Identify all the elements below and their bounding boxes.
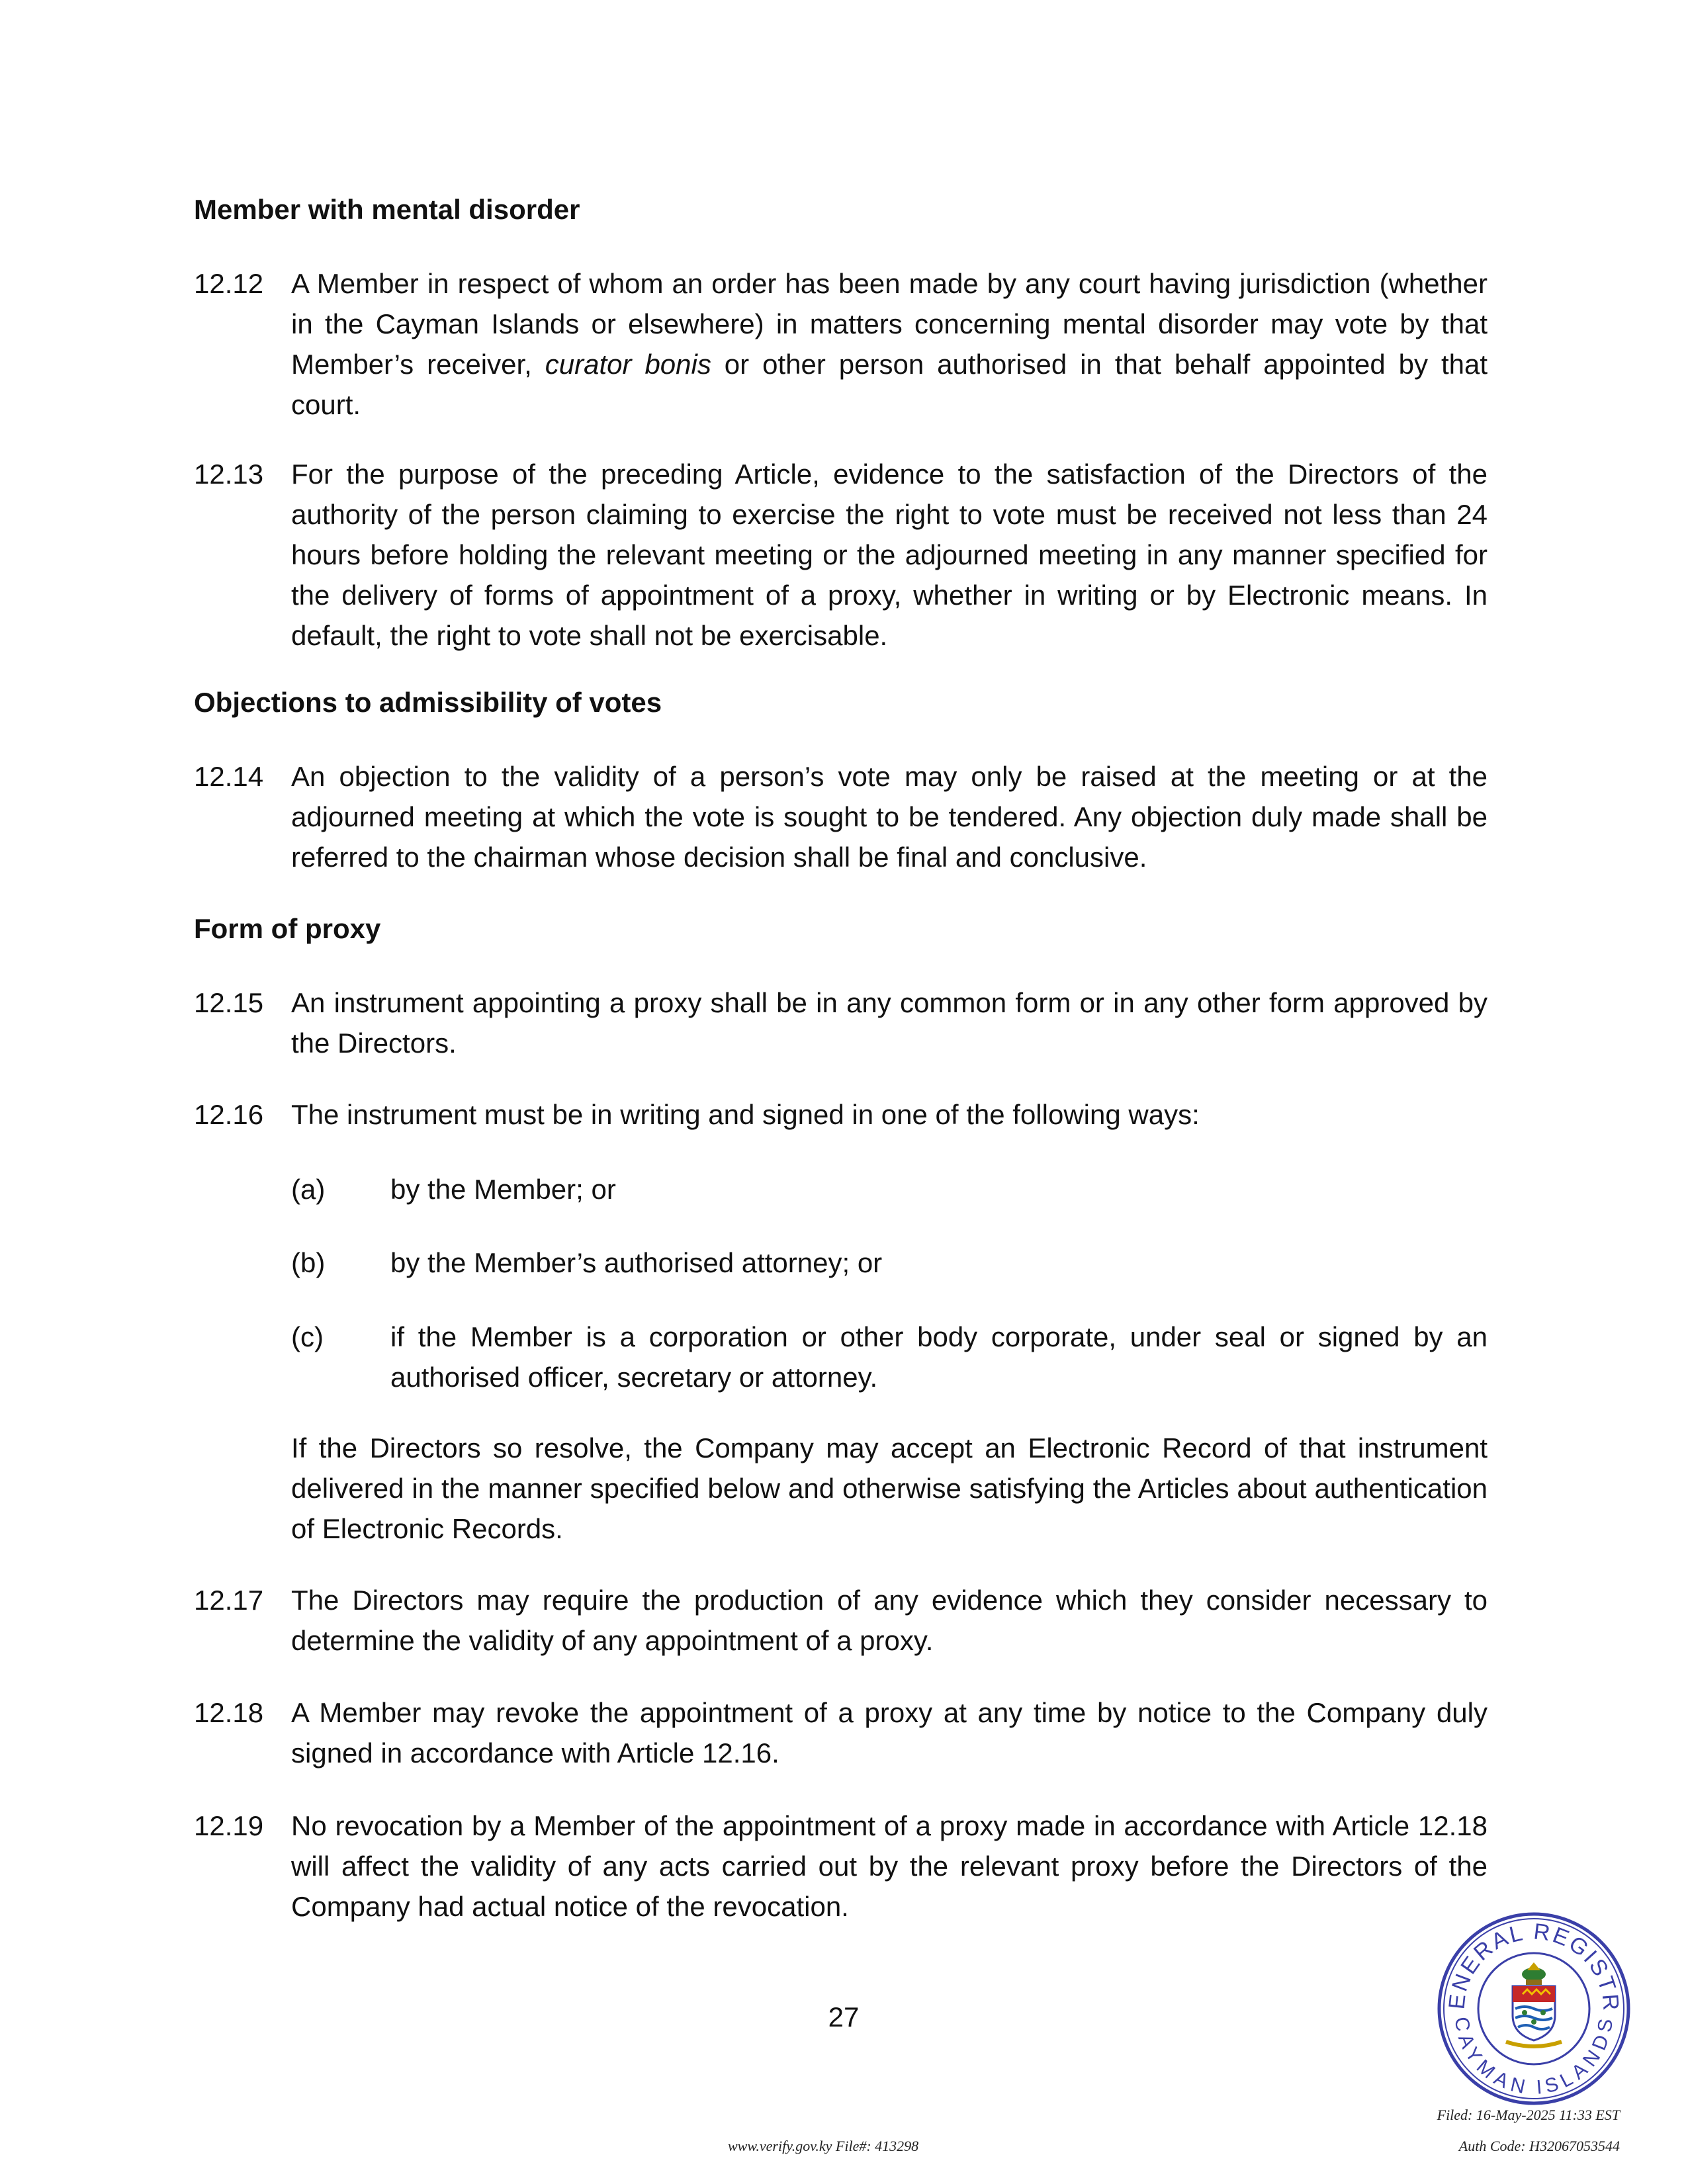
general-registry-seal — [1435, 1909, 1633, 2108]
article-number-12-18: 12.18 — [194, 1697, 264, 1728]
section-heading-objections: Objections to admissibility of votes — [194, 687, 662, 718]
article-text-12-18: A Member may revoke the appointment of a proxy at any time by notice to the Company duly signed in accordance with Article 12.16. — [291, 1697, 1488, 1769]
article-12-16-closing-paragraph: If the Directors so resolve, the Company may accept an Electronic Record of that instrument delivered in the manner specified below and otherwise satisfying the Articles about authentication of Electronic Records. — [291, 1432, 1488, 1544]
article-text-12-14: An objection to the validity of a person’s vote may only be raised at the meeting or at the adjourned meeting at which the vote is sought to be tendered. Any objection duly made shall be referred to the chairman whose decision shall be final and conclusive. — [291, 761, 1488, 873]
footer-auth-code: Auth Code: H32067053544 — [1458, 2138, 1620, 2154]
list-item-text-c: if the Member is a corporation or other body corporate, under seal or signed by an authorised officer, secretary or attorney. — [390, 1321, 1488, 1393]
page-number: 27 — [828, 2001, 860, 2032]
article-text-12-19: No revocation by a Member of the appointment of a proxy made in accordance with Article 12.18 will affect the validity of any acts carried out by the relevant proxy before the Directors of the Company had actual notice of the revocation. — [291, 1810, 1488, 1922]
section-heading-mental-disorder: Member with mental disorder — [194, 194, 580, 225]
footer-filed-date: Filed: 16-May-2025 11:33 EST — [1437, 2107, 1620, 2123]
article-text-12-15: An instrument appointing a proxy shall be in any common form or in any other form approved by the Directors. — [291, 987, 1488, 1059]
seal-top-text: ENERAL REGISTR — [1444, 1919, 1624, 2013]
article-text-12-12: A Member in respect of whom an order has been made by any court having jurisdiction (whether in the Cayman Islands or elsewhere) in matters concerning mental disorder may vote by that Member’s receiver, curator bonis or other person authorised in that behalf appointed by that court. — [291, 268, 1488, 420]
seal-icon — [1435, 1909, 1633, 2108]
latin-term: curator bonis — [545, 349, 711, 380]
coat-of-arms-icon — [1506, 1962, 1562, 2046]
list-item-text-a: by the Member; or — [390, 1174, 616, 1205]
article-number-12-12: 12.12 — [194, 268, 264, 299]
list-item-label-b: (b) — [291, 1247, 326, 1278]
article-text-12-17: The Directors may require the production of any evidence which they consider necessary to determine the validity of any appointment of a proxy. — [291, 1585, 1488, 1656]
article-text-12-16: The instrument must be in writing and signed in one of the following ways: — [291, 1099, 1200, 1130]
list-item-label-a: (a) — [291, 1174, 326, 1205]
article-number-12-17: 12.17 — [194, 1585, 264, 1616]
article-number-12-19: 12.19 — [194, 1810, 264, 1841]
article-number-12-14: 12.14 — [194, 761, 264, 792]
seal-bottom-text: CAYMAN ISLANDS — [1450, 2015, 1618, 2099]
article-number-12-16: 12.16 — [194, 1099, 264, 1130]
list-item-text-b: by the Member’s authorised attorney; or — [390, 1247, 883, 1278]
footer-verify-file-number: www.verify.gov.ky File#: 413298 — [728, 2138, 919, 2154]
section-heading-form-of-proxy: Form of proxy — [194, 913, 381, 944]
article-number-12-13: 12.13 — [194, 459, 264, 490]
list-item-label-c: (c) — [291, 1321, 324, 1352]
article-text-12-13: For the purpose of the preceding Article, evidence to the satisfaction of the Directors of the authority of the person claiming to exercise the right to vote must be received not less than 24 hours before holding the relevant meeting or the adjourned meeting in any manner specified for the delivery of forms of appointment of a proxy, whether in writing or by Electronic means. In default, the right to vote shall not be exercisable. — [291, 459, 1488, 651]
article-number-12-15: 12.15 — [194, 987, 264, 1018]
